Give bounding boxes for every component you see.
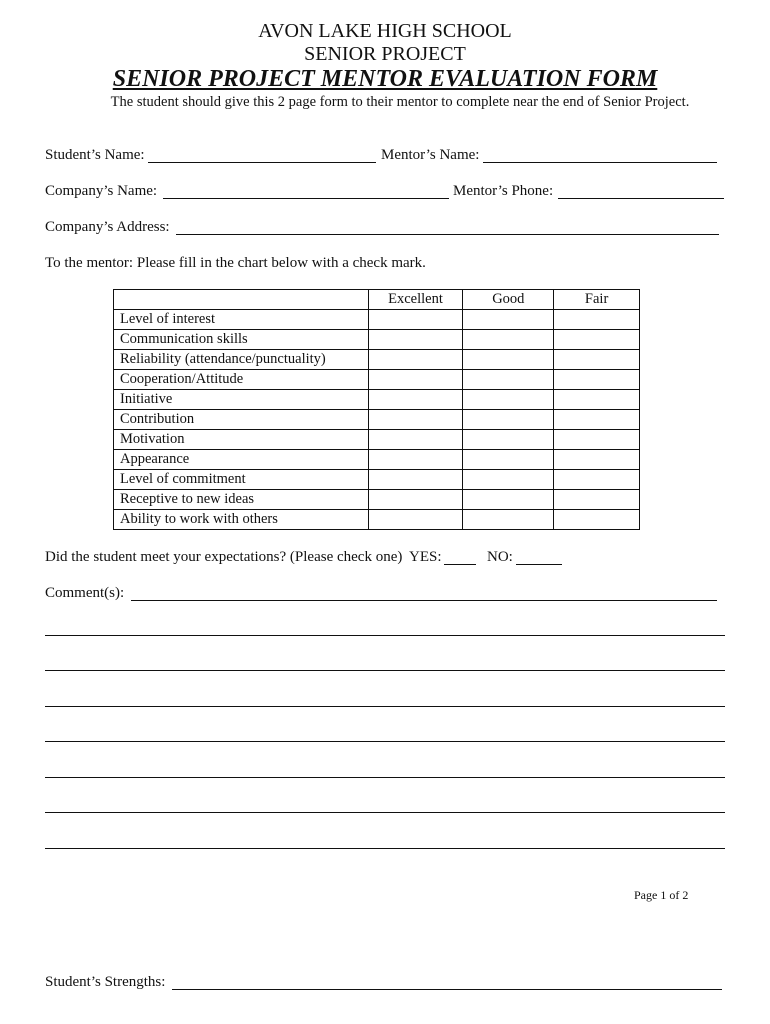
table-row xyxy=(114,410,640,430)
good-check-cell[interactable] xyxy=(463,430,554,450)
excellent-check-cell[interactable] xyxy=(368,490,463,510)
table-row xyxy=(114,470,640,490)
student-strengths-field[interactable] xyxy=(172,989,722,990)
fair-check-cell[interactable] xyxy=(554,470,640,490)
fair-check-cell[interactable] xyxy=(554,330,640,350)
comment-line[interactable] xyxy=(45,706,725,707)
page-number: Page 1 of 2 xyxy=(634,888,689,902)
mentor-name-label: Mentor’s Name: xyxy=(381,147,480,163)
company-address-field[interactable] xyxy=(176,234,719,235)
evaluation-table xyxy=(113,289,640,530)
student-name-field[interactable] xyxy=(148,162,376,163)
comments-label: Comment(s): xyxy=(45,585,125,601)
excellent-check-cell[interactable] xyxy=(368,390,463,410)
table-row xyxy=(114,430,640,450)
company-name-label: Company’s Name: xyxy=(45,183,158,199)
chart-intro: To the mentor: Please fill in the chart below with a check mark. xyxy=(45,255,426,271)
comment-line[interactable] xyxy=(45,777,725,778)
row-label: Cooperation/Attitude xyxy=(114,370,369,390)
good-check-cell[interactable] xyxy=(463,350,554,370)
good-check-cell[interactable] xyxy=(463,450,554,470)
excellent-check-cell[interactable] xyxy=(368,510,463,530)
row-label: Contribution xyxy=(114,410,369,430)
excellent-check-cell[interactable] xyxy=(368,370,463,390)
expectations-question: Did the student meet your expectations? (Please check one) xyxy=(45,549,403,565)
excellent-check-cell[interactable] xyxy=(368,430,463,450)
row-label: Initiative xyxy=(114,390,369,410)
table-header-row xyxy=(114,290,640,310)
row-label: Level of interest xyxy=(114,310,369,330)
header-blank xyxy=(114,290,369,310)
fair-check-cell[interactable] xyxy=(554,510,640,530)
comment-line[interactable] xyxy=(45,848,725,849)
excellent-check-cell[interactable] xyxy=(368,350,463,370)
fair-check-cell[interactable] xyxy=(554,450,640,470)
row-label: Ability to work with others xyxy=(114,510,369,530)
table-row xyxy=(114,490,640,510)
company-address-label: Company’s Address: xyxy=(45,219,170,235)
no-check-field[interactable] xyxy=(516,564,562,565)
table-row xyxy=(114,330,640,350)
column-header-fair: Fair xyxy=(554,290,640,310)
good-check-cell[interactable] xyxy=(463,310,554,330)
table-row xyxy=(114,370,640,390)
excellent-check-cell[interactable] xyxy=(368,330,463,350)
column-header-good: Good xyxy=(463,290,554,310)
row-label: Appearance xyxy=(114,450,369,470)
good-check-cell[interactable] xyxy=(463,390,554,410)
school-name: AVON LAKE HIGH SCHOOL xyxy=(258,20,512,42)
excellent-check-cell[interactable] xyxy=(368,470,463,490)
table-row xyxy=(114,450,640,470)
excellent-check-cell[interactable] xyxy=(368,410,463,430)
table-row xyxy=(114,390,640,410)
mentor-phone-label: Mentor’s Phone: xyxy=(453,183,554,199)
row-label: Reliability (attendance/punctuality) xyxy=(114,350,369,370)
student-strengths-label: Student’s Strengths: xyxy=(45,974,166,990)
fair-check-cell[interactable] xyxy=(554,310,640,330)
row-label: Motivation xyxy=(114,430,369,450)
table-row xyxy=(114,350,640,370)
yes-check-field[interactable] xyxy=(444,564,476,565)
good-check-cell[interactable] xyxy=(463,510,554,530)
student-name-label: Student’s Name: xyxy=(45,147,145,163)
no-label: NO: xyxy=(487,549,513,565)
comment-line[interactable] xyxy=(45,635,725,636)
excellent-check-cell[interactable] xyxy=(368,310,463,330)
table-row xyxy=(114,310,640,330)
good-check-cell[interactable] xyxy=(463,470,554,490)
program-name: SENIOR PROJECT xyxy=(304,43,466,65)
fair-check-cell[interactable] xyxy=(554,350,640,370)
mentor-name-field[interactable] xyxy=(483,162,717,163)
row-label: Communication skills xyxy=(114,330,369,350)
row-label: Receptive to new ideas xyxy=(114,490,369,510)
comments-first-line[interactable] xyxy=(131,600,717,601)
fair-check-cell[interactable] xyxy=(554,490,640,510)
form-title: SENIOR PROJECT MENTOR EVALUATION FORM xyxy=(112,66,658,92)
fair-check-cell[interactable] xyxy=(554,430,640,450)
form-instructions: The student should give this 2 page form to their mentor to complete near the end of Senior Project. xyxy=(110,94,690,110)
table-row xyxy=(114,510,640,530)
comment-line[interactable] xyxy=(45,741,725,742)
yes-label: YES: xyxy=(409,549,442,565)
excellent-check-cell[interactable] xyxy=(368,450,463,470)
fair-check-cell[interactable] xyxy=(554,390,640,410)
fair-check-cell[interactable] xyxy=(554,370,640,390)
row-label: Level of commitment xyxy=(114,470,369,490)
good-check-cell[interactable] xyxy=(463,370,554,390)
good-check-cell[interactable] xyxy=(463,410,554,430)
company-name-field[interactable] xyxy=(163,198,449,199)
column-header-excellent: Excellent xyxy=(368,290,463,310)
good-check-cell[interactable] xyxy=(463,490,554,510)
good-check-cell[interactable] xyxy=(463,330,554,350)
comment-line[interactable] xyxy=(45,670,725,671)
comment-line[interactable] xyxy=(45,812,725,813)
mentor-phone-field[interactable] xyxy=(558,198,724,199)
fair-check-cell[interactable] xyxy=(554,410,640,430)
